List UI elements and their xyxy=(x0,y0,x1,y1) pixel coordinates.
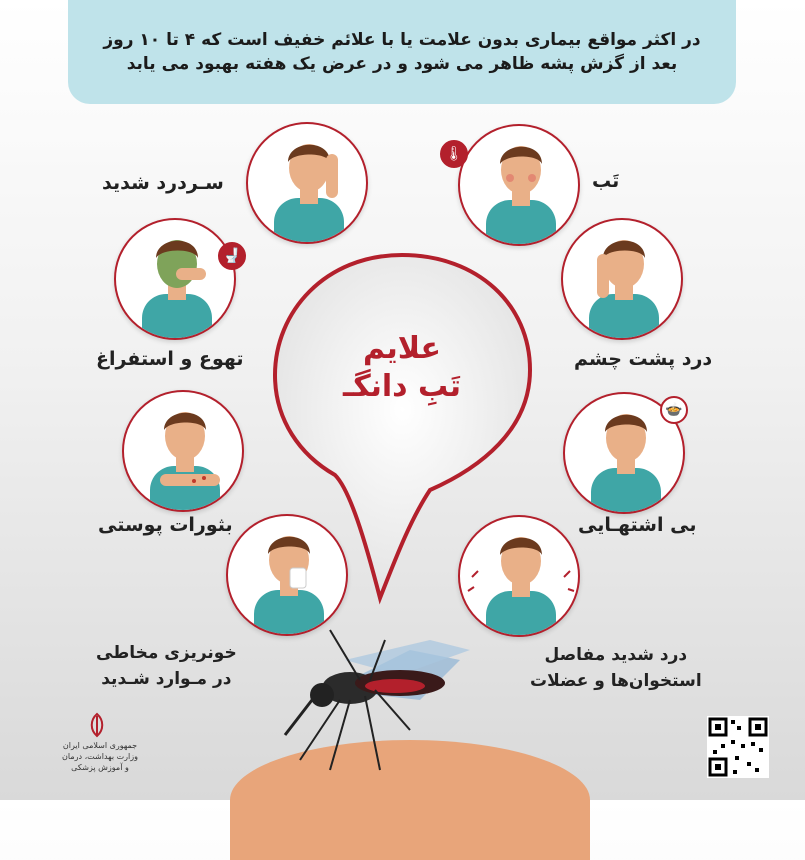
label-headache: سـردرد شدید xyxy=(102,172,224,194)
thermometer-icon: 🌡 xyxy=(440,140,468,168)
ministry-emblem-icon xyxy=(86,712,108,738)
person-icon xyxy=(486,146,556,246)
label-rash: بثورات پوستی xyxy=(98,514,233,536)
person-icon xyxy=(591,414,661,514)
toilet-icon: 🚽 xyxy=(218,242,246,270)
header-line-1: در اکثر مواقع بیماری بدون علامت یا با علائم خفیف است که ۴ تا ۱۰ روز xyxy=(103,30,701,50)
label-appetite: بی اشتهـایی xyxy=(578,514,697,536)
person-icon xyxy=(274,144,344,244)
ministry-logo-text xyxy=(60,740,140,773)
qr-code[interactable] xyxy=(707,716,769,778)
label-eye-pain: درد پشت چشم xyxy=(574,348,713,370)
eye-pain-illustration xyxy=(561,218,683,340)
person-icon xyxy=(468,537,574,637)
label-fever: تَب xyxy=(592,170,620,192)
ministry-logo-line-2: وزارت بهداشت، درمان و آموزش پزشکی xyxy=(62,752,138,772)
center-title xyxy=(322,330,482,406)
rash-illustration xyxy=(122,390,244,512)
joint-pain-illustration xyxy=(458,515,580,637)
label-joint-pain xyxy=(530,642,702,694)
food-bowl-icon: 🍲 xyxy=(660,396,688,424)
label-bleeding-line-2: در مـوارد شـدید xyxy=(101,669,232,689)
center-title-line-2: تَبِ دانگـ xyxy=(342,369,462,404)
header-line-2: بعد از گزش پشه ظاهر می شود و در عرض یک هفته بهبود می یابد xyxy=(126,54,678,74)
label-bleeding-line-1: خونریزی مخاطی xyxy=(96,643,237,663)
person-icon xyxy=(142,240,212,340)
ministry-logo-line-1: جمهوری اسلامی ایران xyxy=(62,741,138,750)
bleeding-illustration xyxy=(226,514,348,636)
center-title-line-1: علایم xyxy=(362,331,442,366)
mosquito-icon xyxy=(285,630,470,770)
person-icon xyxy=(589,240,659,340)
nausea-illustration xyxy=(114,218,236,340)
headache-illustration xyxy=(246,122,368,244)
fever-illustration xyxy=(458,124,580,246)
label-bleeding xyxy=(96,640,237,692)
label-joint-pain-line-1: درد شدید مفاصل xyxy=(544,645,688,665)
label-joint-pain-line-2: استخوان‌ها و عضلات xyxy=(530,671,702,691)
person-icon xyxy=(150,412,220,512)
person-icon xyxy=(254,536,324,636)
label-nausea: تهوع و استفراغ xyxy=(96,348,244,370)
